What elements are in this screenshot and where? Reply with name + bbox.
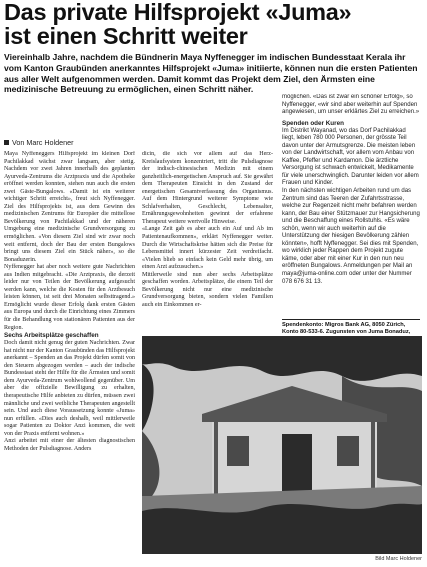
byline-marker-icon: [4, 140, 9, 145]
column1-paragraph-1: Maya Nyffeneggers Hilfsprojekt im kleinen Dorf Pachilakkad wächst zwar langsam, aber stetig. Nachdem vor zwei Jahren innerhalb des geplanten Ayurveda-Zentrums die Arztpraxis und die Apotheke eröffnet werden konnten, stehen nun auch die ersten zwei Gäste-Bungalows. «Damit ist ein weiterer wichtiger Schritt erreicht», freut sich Nyffenegger. Ziel des Hilfsprojekts ist, aus dem Gewinn des medizinischen Zentrums für Europäer die mittellose Bevölkerung von Pachilakkad und der näheren Umgebung eine medizinische Grundversorgung zu ermöglichen. «Von diesem Ziel sind wir zwar noch weit entfernt, doch der Bau der ersten Bungalows bringt uns diesem Ziel ein Stück näher», so die Bonaduzerin.: [4, 151, 135, 263]
column3-paragraph-2: Im Distrikt Wayanad, wo das Dorf Pachilakkad liegt, leben 780 000 Personen, der grösste Teil davon unter der Armutsgrenze. Die meisten leben von der Landwirtschaft, vor allem vom Anbau von Kaffee, Pfeffer und Kardamon. Die ärztliche Versorgung ist schwach entwickelt, Medikamente für viele unerschwinglich. Darunter leiden vor allem Frauen und Kinder.: [282, 127, 419, 187]
photo-pillar-left: [214, 422, 218, 502]
column2-paragraph-1: dicin, die sich vor allem auf das Herz-Kreislaufsystem konzentriert, tritt die Pulsdiagnose der indisch-chinesischen Medizin mit einem ganzheitlich-energetischen Anspruch auf. Sie gewährt dem Therapeuten Einsicht in den Zustand der energetischen Gesamtverfassung des Organismus. Auf dem Hintergrund weiterer Symptome wie Schlafverhalten, Geschlecht, Lebensalter, Ernährungsgewohnheiten gewinnt der erfahrene Therapeut weitere wertvolle Hinweise.: [142, 151, 273, 225]
photo-window-left: [227, 436, 249, 466]
column1-paragraph-2: Nyffenegger hat aber noch weitere gute Nachrichten aus Indien mitgebracht. «Die Arztpraxis, die derzeit leider nur von Teilen der Bevölkerung aufgesucht werden kann, welche die Kosten für den Arztbesuch leisten können, ist seit drei Monaten selbsttragend.» Ermöglicht wurde dieser Erfolg dank ersten Gästen aus Europa und durch die Einrichtung eines Zimmers für die Behandlung von stationären Patienten aus der Region.: [4, 264, 135, 331]
column2-paragraph-3: Mittlerweile sind nun aber sechs Arbeitsplätze geschaffen worden. Arbeitsplätze, die einem Teil der Bevölkerung nicht nur eine medizinische Grundversorgung bieten, sondern vielen Familien auch ein Einkommen er-: [142, 271, 273, 308]
column1-subhead: Sechs Arbeitsplätze geschaffen: [4, 332, 99, 340]
bungalow-photo-illustration: [142, 336, 422, 554]
column2-paragraph-2: «Lange Zeit gab es aber auch ein Auf und Ab im Patientenaufkommen», erklärt Nyffenegger weiter. Durch die Wirtschaftskrise hätten sich die Preise für Lebensmittel innert kürzester Zeit verdreifacht. «Vielen blieb so einfach kein Geld mehr übrig, um einen Arzt aufzusuchen.»: [142, 226, 273, 271]
photo-credit: Bild Marc Holdener: [375, 556, 422, 562]
byline: [4, 138, 134, 147]
article-column-2: [142, 151, 273, 326]
lead-paragraph: Viereinhalb Jahre, nachdem die Bündnerin Maya Nyffenegger im indischen Bundesstaat Kerala ihr vom Kanton Graubünden anerkanntes Hilfsprojekt «Juma» initiierte, können nun die ersten Patienten aus aller Welt aufgenommen werden. Damit kommt das Projekt dem Ziel, den Ärmsten eine medizinische Betreuung zu ermöglichen, einen Schritt näher.: [4, 52, 418, 95]
donation-info: Spendenkonto: Migros Bank AG, 8050 Zürich, Konto 80-533-6. Zugunsten von Juma Bonaduz,: [282, 319, 420, 351]
byline-author: Von Marc Holdener: [12, 138, 74, 147]
column3-paragraph-3: In den nächsten wichtigen Arbeiten rund um das Zentrum sind das Teeren der Zufahrtsstrasse, welche zur Regenzeit nicht mehr befahren werden kann, der Bau einer Stützmauer zur Hangsicherung und die Beschaffung eines Rollstuhls. «Es wäre schön, wenn wir auch weiterhin auf die Unterstützung der hiesigen Bevölkerung zählen könnten», hofft Nyffenegger. Sei dies mit Spenden, wo wirklich jeder Rappen dem Projekt zugute käme, oder aber mit einer Kur in den nun neu eröffneten Bungalows. Anmeldungen per Mail an maya@juma-online.com oder unter der Nummer 078 676 31 13.: [282, 188, 420, 285]
headline: [4, 0, 414, 48]
photo-shrubs-foreground: [142, 504, 422, 554]
bungalow-photo: [142, 336, 422, 554]
photo-window-right: [337, 436, 359, 466]
column3-paragraph-1: möglichen. «Das ist zwar ein schöner Erfolg», so Nyffenegger, «wir sind aber weiterhin auf Spenden angewiesen, um unser erklärtes Ziel zu erreichen.»: [282, 94, 420, 116]
article-column-3: [282, 94, 420, 330]
headline-line-1: Das private Hilfsprojekt «Juma»: [4, 0, 352, 25]
column3-subhead: Spenden oder Kuren: [282, 119, 344, 127]
headline-line-2: ist einen Schritt weiter: [4, 23, 248, 49]
article-column-1: [4, 151, 135, 567]
column1-paragraph-3: Doch damit nicht genug der guten Nachrichten. Zwar hat nicht nur der Kanton Graubünden das Hilfsprojekt anerkannt – Spenden an das Projekt dürfen somit von den Steuern abgezogen werden – auch der indische Bundesstaat steht der Hilfe für die Ärmsten und somit dem Ayurveda-Zentrum wohlwollend gegenüber. Um aber die offizielle Bewilligung zu erhalten, therapeutische Hilfe anbieten zu dürfen, müssen zwei männliche und zwei weibliche Therapeuten angestellt sein. Und auch diese Voraussetzung konnte «Juma» nun erfüllen. «Dies auch deshalb, weil mittlerweile sogar Patienten zu Doktor Anzi kommen, die weit von der Praxis entfernt wohnen.»: [4, 340, 135, 437]
column1-paragraph-4: Anzi arbeitet mit einer der ältesten diagnostischen Methoden der Pulsdiagnose. Anders: [4, 438, 135, 452]
